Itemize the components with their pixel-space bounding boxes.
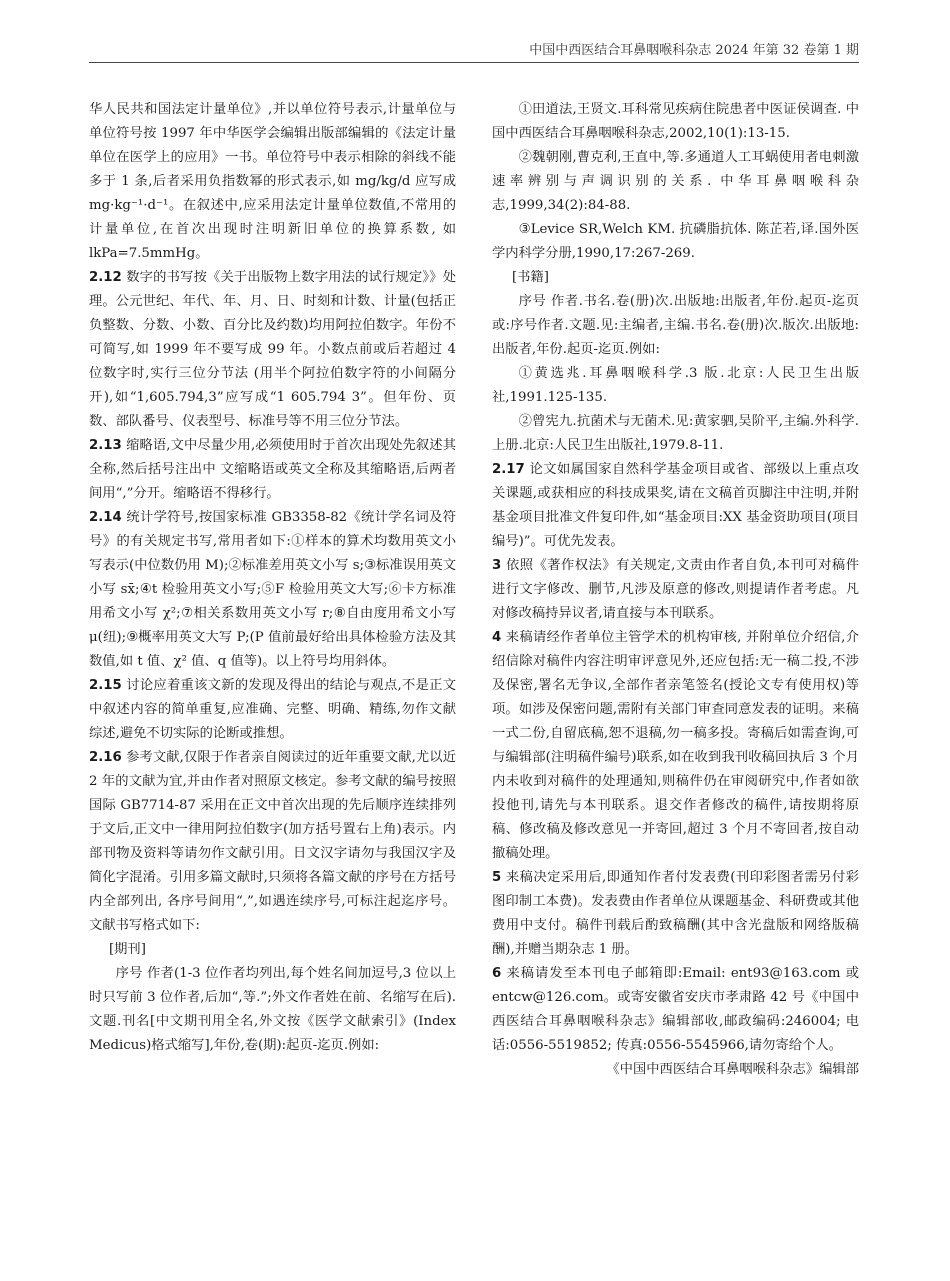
section-text: 依照《著作权法》有关规定,文责由作者自负,本刊可对稿件进行文字修改、删节,凡涉及原意的修改,则提请作者考虑。凡对修改稿持异议者,请直接与本刊联系。 (492, 558, 859, 621)
book-format: 序号 作者.书名.卷(册)次.出版地:出版者,年份.起页-迄页或:序号作者.文题.见:主编者,主编.书名.卷(册)次.版次.出版地:出版者,年份.起页-迄页.例如: (492, 294, 859, 357)
section-2-13 (89, 434, 456, 506)
journal-example-3: ③Levice SR,Welch KM. 抗磷脂抗体. 陈芷若,译.国外医学内科学分册,1990,17:267-269. (492, 222, 859, 261)
header-rule (89, 62, 859, 63)
section-text: 数字的书写按《关于出版物上数字用法的试行规定》》处理。公元世纪、年代、年、月、日、时刻和计数、计量(包括正负整数、分数、小数、百分比及约数)均用阿拉伯数字。年份不可简写,如 1999 年不要写成 99 年。小数点前或后若超过 4 位数字时,实行三位分节法 (用半个阿拉伯数字符的小间隔分开),如“1,605.794,3”应写成“1 605.794 3”。但年份、页数、部队番号、仪表型号、标准号等不用三位分节法。 (89, 270, 456, 429)
section-2-15 (89, 674, 456, 746)
section-2-14 (89, 506, 456, 674)
section-6 (492, 962, 859, 1058)
section-number: 6 (492, 966, 502, 981)
section-number: 4 (492, 630, 502, 645)
section-number: 5 (492, 870, 502, 885)
section-text: 统计学符号,按国家标准 GB3358-82《统计学名词及符号》的有关规定书写,常用者如下:①样本的算术均数用英文小写表示(中位数仍用 M);②标准差用英文小写 s;③标准误用英文小写 sx̄;④t 检验用英文小写;⑤F 检验用英文大写;⑥卡方标准用希文小写 χ²;⑦相关系数用英文小写 r;⑧自由度用希文小写 μ(纽);⑨概率用英文大写 P;(P 值前最好给出具体检验方法及其数值,如 t 值、χ² 值、q 值等)。以上符号均用斜体。 (89, 510, 456, 669)
left-column (89, 98, 456, 1058)
section-4 (492, 626, 859, 866)
section-number: 3 (492, 558, 502, 573)
book-example-2: ②曾宪九.抗菌术与无菌术.见:黄家驷,吴阶平,主编.外科学.上册.北京:人民卫生出版社,1979.8-11. (492, 414, 859, 453)
journal-example-2: ②魏朝刚,曹克利,王直中,等.多通道人工耳蜗使用者电刺激速率辨别与声调识别的关系. 中华耳鼻咽喉科杂志,1999,34(2):84-88. (492, 150, 859, 213)
section-text: 参考文献,仅限于作者亲自阅读过的近年重要文献,尤以近 2 年的文献为宜,并由作者对照原文核定。参考文献的编号按照国际 GB7714-87 采用在正文中首次出现的先后顺序连续排列于文后,正文中一律用阿拉伯数字(加方括号置右上角)表示。内部刊物及资料等请勿作文献引用。日文汉字请勿与我国汉字及简化字混淆。引用多篇文献时,只须将各篇文献的序号在方括号内全部列出, 各序号间用“,”,如遇连续序号,可标注起迄序号。文献书写格式如下: (89, 750, 456, 933)
editorial-signature: 《中国中西医结合耳鼻咽喉科杂志》编辑部 (606, 1062, 859, 1077)
section-number: 2.14 (89, 510, 122, 525)
journal-example-1: ①田道法,王贤文.耳科常见疾病住院患者中医证侯调查. 中国中西医结合耳鼻咽喉科杂志,2002,10(1):13-15. (492, 102, 859, 141)
section-5 (492, 866, 859, 962)
section-text: 来稿请经作者单位主管学术的机构审核, 并附单位介绍信,介绍信除对稿件内容注明审评意见外,还应包括:无一稿二投,不涉及保密,署名无争议,全部作者亲笔签名(授论文专有使用权)等项。如涉及保密问题,需附有关部门审查同意发表的证明。来稿一式二份,自留底稿,恕不退稿,勿一稿多投。寄稿后如需查询,可与编辑部(注明稿件编号)联系,如在收到我刊收稿回执后 3 个月内未收到对稿件的处理通知,则稿件仍在审阅研究中,作者如欲投他刊,请先与本刊联系。退交作者修改的稿件,请按期将原稿、修改稿及修改意见一并寄回,超过 3 个月不寄回者,按自动撤稿处理。 (492, 630, 859, 861)
section-number: 2.13 (89, 438, 122, 453)
section-number: 2.15 (89, 678, 122, 693)
journal-format: 序号 作者(1-3 位作者均列出,每个姓名间加逗号,3 位以上时只写前 3 位作者,后加“,等.”;外文作者姓在前、名缩写在后).文题.刊名[中文期刊用全名,外文按《医学文献索引》(Index Medicus)格式缩写],年份,卷(期):起页-迄页.例如: (89, 966, 456, 1053)
section-2-16 (89, 746, 456, 938)
running-header: 中国中西医结合耳鼻咽喉科杂志 2024 年第 32 卷第 1 期 (529, 43, 859, 58)
section-text: 讨论应着重该文新的发现及得出的结论与观点,不是正文中叙述内容的简单重复,应准确、完整、明确、精练,勿作文献综述,避免不切实际的论断或推想。 (89, 678, 456, 741)
section-text: 缩略语,文中尽量少用,必须使用时于首次出现处先叙述其全称,然后括号注出中 文缩略语或英文全称及其缩略语,后两者间用“,”分开。缩略语不得移行。 (89, 438, 456, 501)
book-label: [书籍] (511, 270, 549, 285)
section-number: 2.17 (492, 462, 525, 477)
units-paragraph: 华人民共和国法定计量单位》,并以单位符号表示,计量单位与单位符号按 1997 年中华医学会编辑出版部编辑的《法定计量单位在医学上的应用》一书。单位符号中表示相除的斜线不能多于 1 条,后者采用负指数幂的形式表示,如 mg/kg/d 应写成 mg·kg⁻¹·d⁻¹。在叙述中,应采用法定计量单位数值,不常用的计量单位,在首次出现时注明新旧单位的换算系数, 如 lkPa=7.5mmHg。 (89, 102, 456, 261)
section-text: 论文如属国家自然科学基金项目或省、部级以上重点攻关课题,或获相应的科技成果奖,请在文稿首页脚注中注明,并附基金项目批准文件复印件,如“基金项目:XX 基金资助项目(项目编号)”。可优先发表。 (492, 462, 859, 549)
right-column (492, 98, 859, 1082)
section-number: 2.16 (89, 750, 122, 765)
section-number: 2.12 (89, 270, 122, 285)
section-text: 来稿决定采用后,即通知作者付发表费(刊印彩图者需另付彩图印制工本费)。发表费由作者单位从课题基金、科研费或其他费用中支付。稿件刊载后酌致稿酬(其中含光盘版和网络版稿酬),并赠当期杂志 1 册。 (492, 870, 859, 957)
section-2-12 (89, 266, 456, 434)
section-2-17 (492, 458, 859, 554)
book-example-1: ①黄选兆.耳鼻咽喉科学.3 版.北京:人民卫生出版社,1991.125-135. (492, 366, 859, 405)
journal-label: [期刊] (108, 942, 146, 957)
section-3 (492, 554, 859, 626)
section-text: 来稿请发至本刊电子邮箱即:Email: ent93@163.com 或 entcw@126.com。或寄安徽省安庆市孝肃路 42 号《中国中西医结合耳鼻咽喉科杂志》编辑部收,邮政编码:246004; 电话:0556-5519852; 传真:0556-5545966,请勿寄给个人。 (492, 966, 859, 1053)
